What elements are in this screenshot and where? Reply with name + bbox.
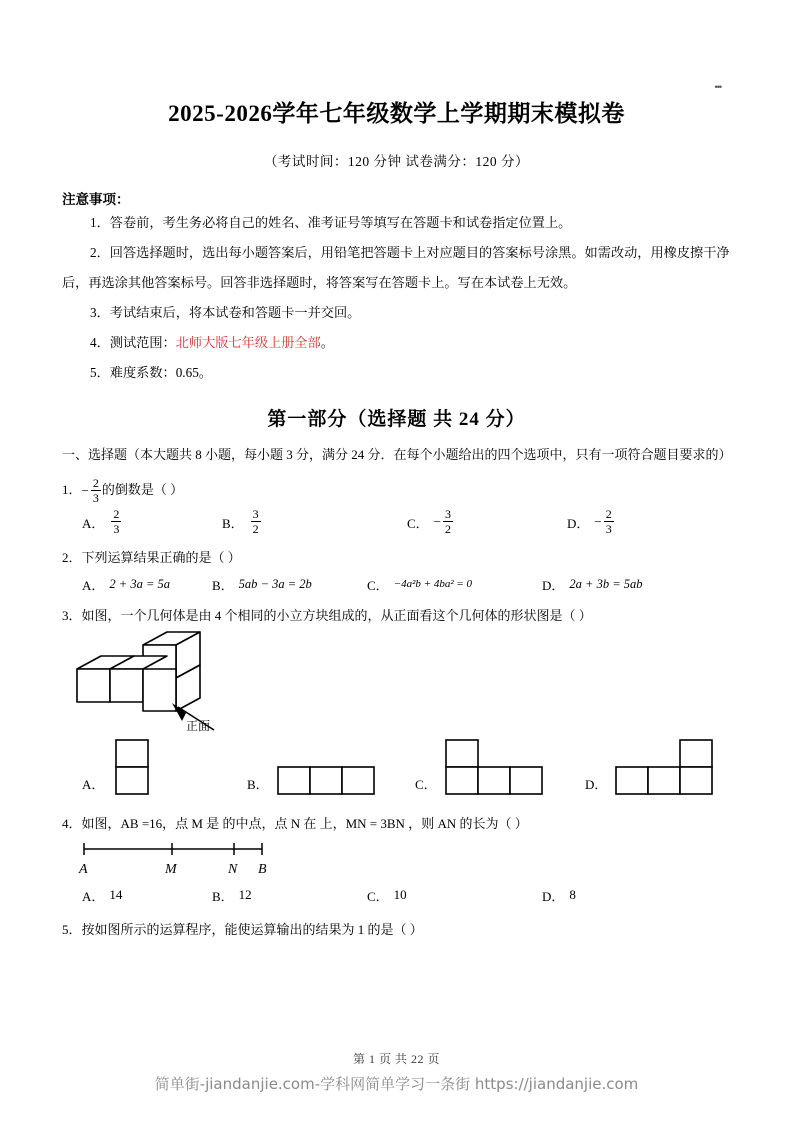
question-2 [62, 536, 731, 571]
question-3-figure [72, 629, 731, 737]
q3-shape-L-left [443, 737, 551, 797]
q1-option-d-fraction: $\frac{2}{3}$ [605, 506, 612, 536]
q4-option-c[interactable]: C． 10 [367, 887, 407, 904]
q2-option-b[interactable]: B． 5ab − 3a = 2b [212, 576, 312, 593]
question-3-stem: 3．如图，一个几何体是由 4 个相同的小立方块组成的，从正面看这个几何体的形状图是（ ） [62, 607, 592, 623]
q1-option-a[interactable]: A． $\frac{2}{3}$ [82, 506, 120, 536]
question-1-options [62, 505, 731, 536]
notice-item-2: 2．回答选择题时，选出每小题答案后，用铅笔把答题卡上对应题目的答案标号涂黑。如需改动，用橡皮擦干净后，再选涂其他答案标号。回答非选择题时，将答案写在答题卡上。写在本试卷上无效。 [62, 245, 730, 290]
exam-subtitle: （考试时间：120 分钟 试卷满分：120 分） [263, 154, 530, 169]
question-2-stem: 2．下列运算结果正确的是（ ） [62, 549, 241, 565]
segment-point-a: A [79, 861, 88, 877]
notice-list [62, 208, 731, 388]
segment-point-n: N [228, 861, 238, 877]
q3-option-d[interactable]: D． [585, 737, 721, 797]
question-4-options [62, 884, 731, 905]
q3-shape-horizontal-3 [275, 737, 383, 797]
q3-option-c[interactable]: C． [415, 737, 585, 797]
q1-option-b-fraction: $\frac{3}{2}$ [252, 506, 259, 536]
notice-item-4 [62, 328, 731, 358]
notice-item-4-suffix: 。 [320, 335, 334, 350]
notice-item-4-prefix: 4．测试范围： [90, 335, 176, 350]
page-footer [0, 1050, 793, 1094]
notice-item-1: 1．答卷前，考生务必将自己的姓名、准考证号等填写在答题卡和试卷指定位置上。 [90, 215, 572, 230]
question-3-options [62, 737, 731, 797]
q3-shape-L-right [613, 737, 721, 797]
watermark-text: 简单街-jiandanjie.com-学科网简单学习一条街 https://jiandanjie.com [154, 1075, 639, 1093]
question-4-stem: 4．如图，AB =16，点 M 是 的中点，点 N 在 上，MN = 3BN ，则 AN 的长为（ ） [62, 815, 528, 831]
q4-option-d[interactable]: D． 8 [542, 887, 576, 904]
question-4-figure [62, 837, 731, 884]
section-intro: 一、选择题（本大题共 8 小题，每小题 3 分，满分 24 分．在每个小题给出的四个选项中，只有一项符合题目要求的） [62, 447, 732, 462]
q1-frac-sign: − [81, 483, 89, 499]
corner-mark: ••• [714, 82, 721, 92]
q1-option-b[interactable]: B． $\frac{3}{2}$ [222, 506, 259, 536]
q3-option-b[interactable]: B． [247, 737, 415, 797]
q1-fraction: $\frac{2}{3}$ [92, 475, 99, 505]
q4-option-b[interactable]: B． 12 [212, 887, 252, 904]
question-4 [62, 797, 731, 837]
page-title: 2025-2026学年七年级数学上学期期末模拟卷 [168, 101, 625, 126]
notice-item-4-scope: 北师大版七年级上册全部 [175, 335, 321, 350]
q1-option-c-fraction: $\frac{3}{2}$ [445, 506, 452, 536]
question-3 [62, 594, 731, 629]
notice-heading: 注意事项： [62, 192, 130, 207]
q1-option-d[interactable]: D． − $\frac{2}{3}$ [567, 506, 612, 536]
q4-option-a[interactable]: A． 14 [82, 887, 123, 904]
question-2-options [62, 571, 731, 594]
q2-option-d[interactable]: D． 2a + 3b = 5ab [542, 576, 643, 593]
part-heading: 第一部分（选择题 共 24 分） [267, 409, 526, 430]
segment-point-b: B [258, 861, 267, 877]
question-5-stem: 5．按如图所示的运算程序，能使运算输出的结果为 1 的是（ ） [62, 921, 423, 937]
notice-item-5: 5．难度系数：0.65。 [90, 365, 212, 380]
q2-option-c[interactable]: C． −4a²b + 4ba² = 0 [367, 577, 473, 593]
notice-item-3: 3．考试结束后，将本试卷和答题卡一并交回。 [90, 305, 361, 320]
q1-option-a-fraction: $\frac{2}{3}$ [113, 506, 120, 536]
page-number: 第 1 页 共 22 页 [352, 1052, 440, 1066]
segment-point-m: M [165, 861, 177, 877]
question-5 [62, 905, 731, 943]
question-1-stem: 1．− $\frac{2}{3}$ 的倒数是（ ） [62, 475, 184, 505]
q3-option-a[interactable]: A． [82, 737, 247, 797]
q1-option-c[interactable]: C． − $\frac{3}{2}$ [407, 506, 452, 536]
segment-diagram-icon [74, 839, 314, 879]
front-view-label: 正面 [186, 718, 211, 733]
q3-shape-vertical-2 [110, 737, 156, 797]
q2-option-a[interactable]: A． 2 + 3a = 5a [82, 576, 171, 593]
question-1 [62, 468, 731, 505]
